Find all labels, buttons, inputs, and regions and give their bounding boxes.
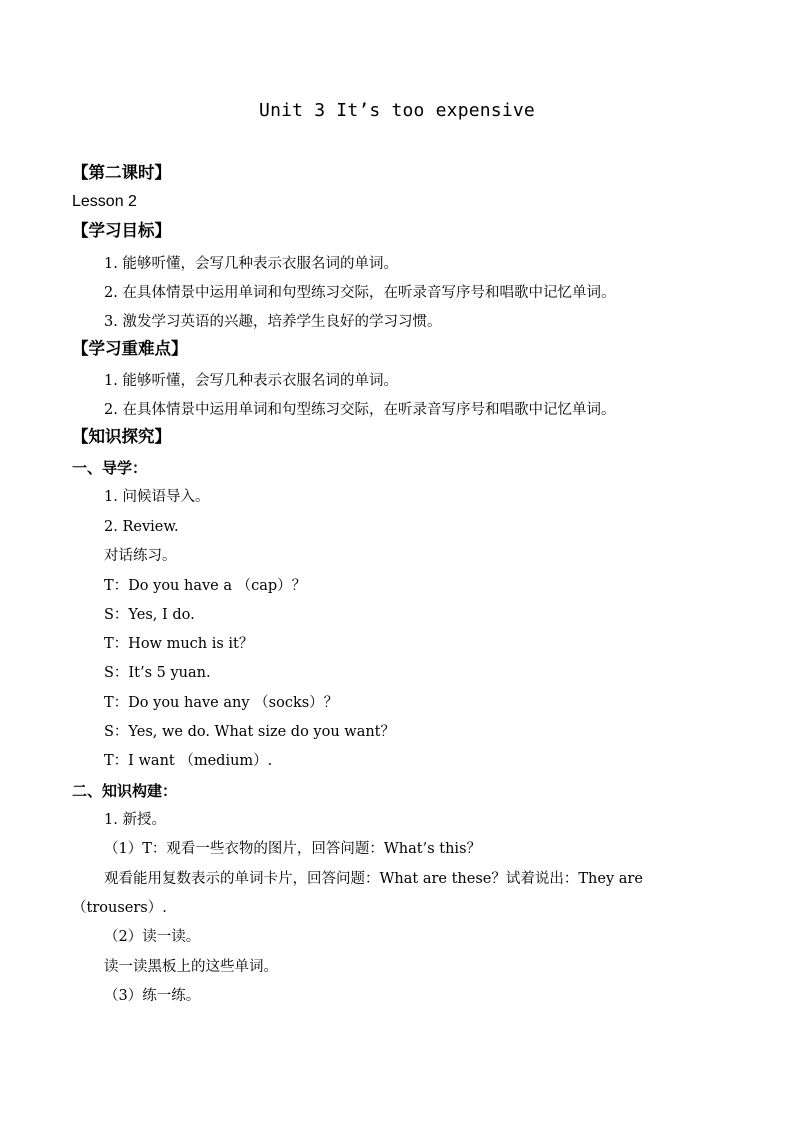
section2-item: 读一读黑板上的这些单词。 (104, 959, 278, 975)
objective-item: 2. 在具体情景中运用单词和句型练习交际，在听录音写序号和唱歌中记忆单词。 (104, 285, 616, 301)
section2-item: 观看能用复数表示的单词卡片，回答问题：What are these？试着说出：They are (104, 871, 643, 887)
section1-heading: 一、导学： (72, 459, 148, 477)
dialogue-line: T：Do you have any （socks）？ (104, 695, 339, 711)
objective-item: 1. 能够听懂，会写几种表示衣服名词的单词。 (104, 256, 398, 272)
period-heading: 【第二课时】 (72, 163, 171, 182)
key-points-heading: 【学习重难点】 (72, 339, 188, 358)
section2-item: 1. 新授。 (104, 812, 166, 828)
key-point-item: 2. 在具体情景中运用单词和句型练习交际，在听录音写序号和唱歌中记忆单词。 (104, 402, 616, 418)
objectives-heading: 【学习目标】 (72, 221, 171, 240)
dialogue-line: S：Yes, I do. (104, 607, 195, 623)
section1-item: 1. 问候语导入。 (104, 489, 210, 505)
objective-item: 3. 激发学习英语的兴趣，培养学生良好的学习习惯。 (104, 314, 442, 330)
dialogue-line: T：I want （medium）. (104, 753, 273, 769)
section2-item: （1）T：观看一些衣物的图片，回答问题：What’s this？ (104, 841, 482, 857)
dialogue-line: T：Do you have a （cap）？ (104, 578, 307, 594)
dialogue-line: S：It’s 5 yuan. (104, 665, 211, 681)
key-point-item: 1. 能够听懂，会写几种表示衣服名词的单词。 (104, 373, 398, 389)
section2-item: （trousers）. (72, 900, 167, 916)
section1-item: 对话练习。 (104, 548, 177, 564)
document-title: Unit 3 It’s too expensive (259, 100, 535, 121)
dialogue-line: S：Yes, we do. What size do you want？ (104, 724, 396, 740)
section2-item: （2）读一读。 (104, 929, 201, 945)
section2-heading: 二、知识构建： (72, 782, 178, 800)
dialogue-line: T：How much is it？ (104, 636, 254, 652)
explore-heading: 【知识探究】 (72, 427, 171, 446)
section1-item: 2. Review. (104, 519, 179, 535)
section2-item: （3）练一练。 (104, 988, 201, 1004)
lesson-label: Lesson 2 (72, 193, 137, 210)
